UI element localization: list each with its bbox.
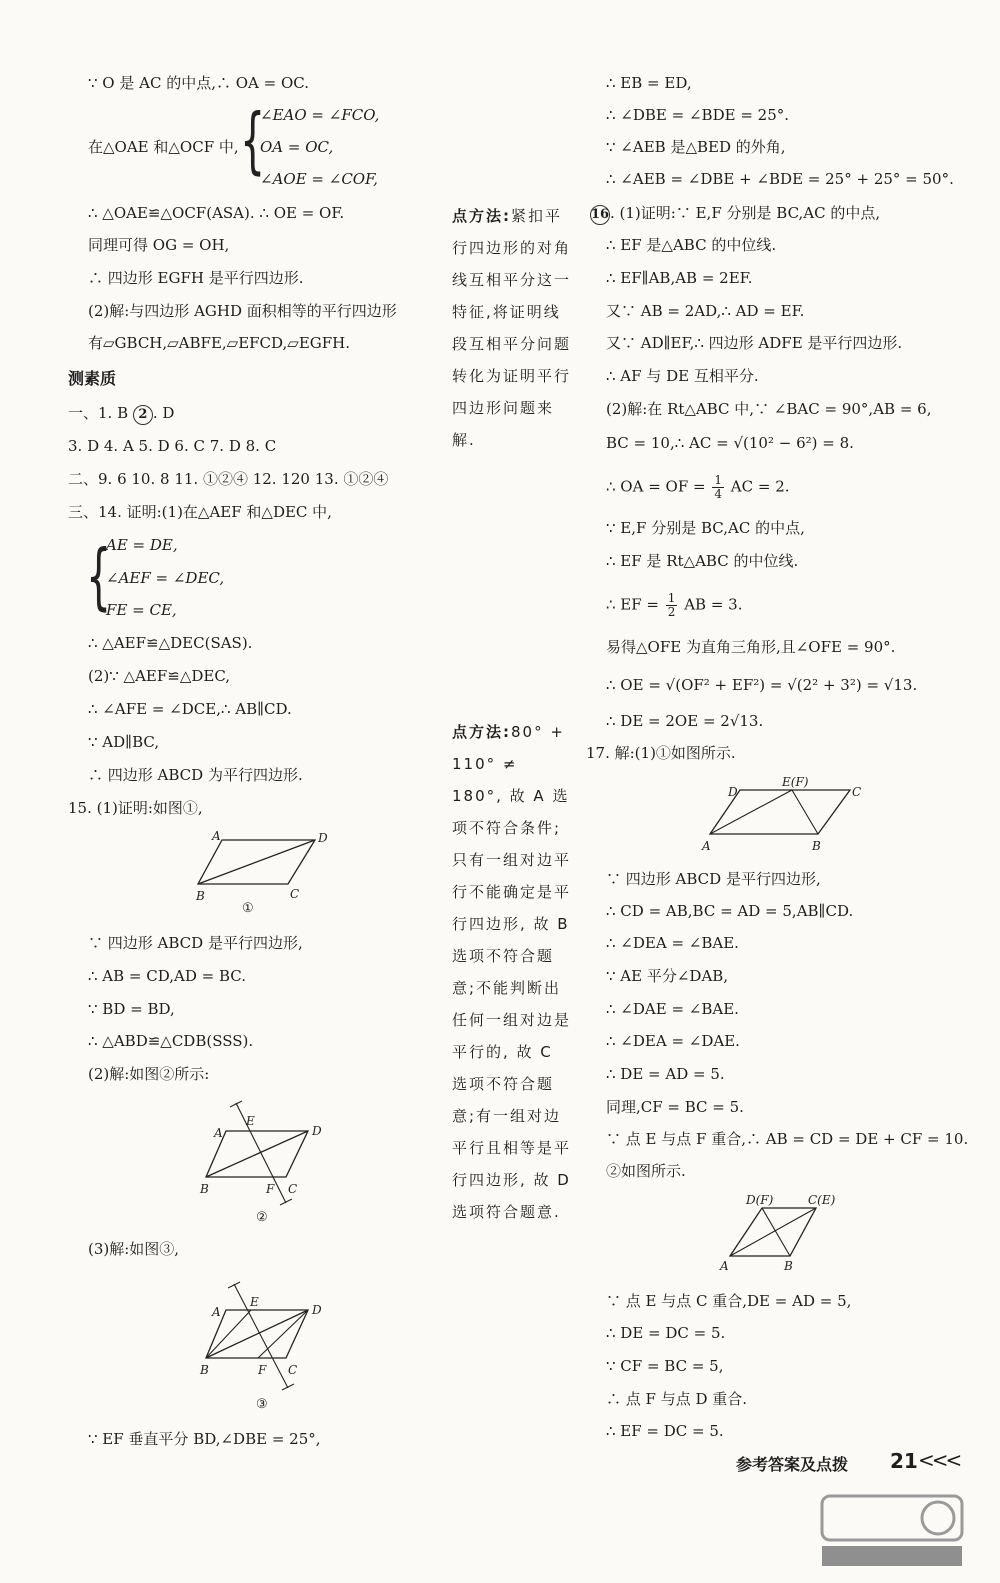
svg-text:D: D	[728, 785, 738, 799]
figure-17-2	[716, 1192, 846, 1272]
text-line: (3)解:如图③,	[88, 1240, 180, 1258]
svg-text:E(F): E(F)	[782, 776, 809, 789]
text-line: ∴ △ABD≌△CDB(SSS).	[88, 1032, 254, 1050]
text-part: AC = 2.	[730, 477, 790, 496]
text-line: ∴ EF∥AB,AB = 2EF.	[606, 269, 753, 287]
text-line: ∴ AF 与 DE 互相平分.	[606, 367, 759, 385]
fraction-numerator: 1	[714, 473, 723, 487]
text-line: 易得△OFE 为直角三角形,且∠OFE = 90°.	[606, 638, 896, 656]
text-line: ∴ EF = DC = 5.	[606, 1422, 724, 1440]
svg-text:F: F	[266, 1182, 275, 1196]
fraction	[712, 474, 724, 501]
answer-line: 二、9. 6 10. 8 11. ①②④ 12. 120 13. ①②④	[68, 470, 389, 488]
tip-tag: 点方法:	[452, 723, 511, 741]
text-line: ∴ ∠DEA = ∠DAE.	[606, 1032, 740, 1050]
figure-caption: ②	[256, 1210, 268, 1225]
equation-line: ∠AOE = ∠COF,	[260, 170, 378, 188]
text-line	[590, 202, 880, 225]
svg-text:B: B	[784, 1259, 793, 1272]
text-line: ②如图所示.	[606, 1162, 686, 1180]
svg-text:A: A	[212, 829, 221, 843]
text-line: ∴ ∠DBE = ∠BDE = 25°.	[606, 106, 790, 124]
text-line	[606, 592, 743, 619]
text-line: ∵ 四边形 ABCD 是平行四边形,	[606, 870, 821, 888]
text-line: ∴ 四边形 ABCD 为平行四边形.	[88, 766, 303, 784]
tip-text: 紧扣平行四边形的对角线互相平分这一特征,将证明线段互相平分问题转化为证明平行四边形问题来解.	[452, 207, 572, 449]
text-line: (2)解:如图②所示:	[88, 1065, 210, 1083]
figure-1	[190, 828, 340, 918]
corner-stamp-icon	[818, 1490, 968, 1570]
fraction	[666, 592, 678, 619]
fraction-numerator: 1	[667, 591, 676, 605]
tip-box-2	[452, 716, 572, 1228]
brace: {	[240, 98, 266, 182]
answer-line	[68, 402, 174, 425]
text-line	[606, 474, 790, 501]
text-line: ∵ E,F 分别是 BC,AC 的中点,	[606, 519, 805, 537]
svg-text:C: C	[288, 1182, 298, 1196]
text-line: ∵ O 是 AC 的中点,∴ OA = OC.	[88, 74, 310, 92]
figure-17-1	[700, 776, 870, 856]
text-line: ∴ OE = √(OF² + EF²) = √(2² + 3²) = √13.	[606, 676, 918, 694]
tip-text: 80° + 110° ≠ 180°, 故 A 选项不符合条件;只有一组对边平行不能确定是平行四边形, 故 B 选项不符合题意;不能判断出任何一组对边是平行的, 故 C 选项不符合题意;有一组对边平行且相等是平行四边形, 故 D 选项符合题意.	[452, 723, 572, 1221]
text-part: AB = 3.	[684, 595, 743, 614]
svg-text:B: B	[196, 889, 205, 903]
answer-line: 3. D 4. A 5. D 6. C 7. D 8. C	[68, 437, 277, 455]
text-line: ∴ DE = 2OE = 2√13.	[606, 712, 764, 730]
svg-text:A: A	[214, 1126, 223, 1140]
section-heading: 测素质	[68, 369, 117, 388]
text-line: ∴ ∠AEB = ∠DBE + ∠BDE = 25° + 25° = 50°.	[606, 170, 954, 188]
text-line: ∴ 点 F 与点 D 重合.	[606, 1390, 748, 1408]
text-line: ∴ ∠AFE = ∠DCE,∴ AB∥CD.	[88, 700, 292, 718]
circled-number: 16	[590, 205, 610, 225]
text-line: ∵ BD = BD,	[88, 1000, 175, 1018]
text-line: ∴ EF 是 Rt△ABC 的中位线.	[606, 552, 799, 570]
text-line: 17. 解:(1)①如图所示.	[586, 744, 736, 762]
text-line: ∴ CD = AB,BC = AD = 5,AB∥CD.	[606, 902, 854, 920]
figure-3	[196, 1280, 326, 1415]
text-line: ∴ △AEF≌△DEC(SAS).	[88, 634, 253, 652]
answer-part: 一、1. B	[68, 404, 129, 422]
circled-number: 2	[133, 405, 153, 425]
svg-text:A: A	[212, 1305, 221, 1319]
text-line: ∴ △OAE≌△OCF(ASA). ∴ OE = OF.	[88, 204, 345, 222]
text-line: ∴ EF 是△ABC 的中位线.	[606, 236, 777, 254]
svg-text:B: B	[812, 839, 821, 853]
text-line: ∵ AD∥BC,	[88, 733, 160, 751]
text-line: ∴ DE = DC = 5.	[606, 1324, 726, 1342]
text-line: 15. (1)证明:如图①,	[68, 799, 203, 817]
chevron-icon: <<<	[918, 1448, 960, 1472]
svg-text:E: E	[246, 1114, 255, 1128]
text-line: ∵ 点 E 与点 F 重合,∴ AB = CD = DE + CF = 10.	[606, 1130, 969, 1148]
svg-text:E: E	[250, 1295, 259, 1309]
text-part: ∴ OA = OF =	[606, 477, 706, 496]
svg-text:B: B	[200, 1182, 209, 1196]
text-line: ∴ AB = CD,AD = BC.	[88, 967, 246, 985]
text-line: ∵ CF = BC = 5,	[606, 1357, 724, 1375]
svg-text:D: D	[312, 1124, 322, 1138]
text-part: . (1)证明:∵ E,F 分别是 BC,AC 的中点,	[610, 204, 881, 222]
text-line: 又∵ AD∥EF,∴ 四边形 ADFE 是平行四边形.	[606, 334, 903, 352]
text-line: 同理可得 OG = OH,	[88, 236, 230, 254]
equation-line: AE = DE,	[106, 536, 178, 554]
text-line: ∴ EB = ED,	[606, 74, 692, 92]
equation-line: FE = CE,	[106, 601, 177, 619]
answer-line: 三、14. 证明:(1)在△AEF 和△DEC 中,	[68, 503, 332, 521]
text-line: ∴ DE = AD = 5.	[606, 1065, 725, 1083]
svg-text:C: C	[852, 785, 862, 799]
figure-caption: ③	[256, 1397, 268, 1412]
text-line: 在△OAE 和△OCF 中,	[88, 138, 239, 156]
tip-tag: 点方法:	[452, 207, 511, 225]
svg-text:D: D	[318, 831, 328, 845]
text-line: 又∵ AB = 2AD,∴ AD = EF.	[606, 302, 805, 320]
text-line: ∵ 四边形 ABCD 是平行四边形,	[88, 934, 303, 952]
svg-text:C(E): C(E)	[808, 1193, 836, 1207]
text-line: (2)解:与四边形 AGHD 面积相等的平行四边形	[88, 302, 397, 320]
brace: {	[86, 534, 112, 618]
svg-text:C: C	[290, 887, 300, 901]
svg-text:D: D	[312, 1303, 322, 1317]
answer-part: . D	[152, 404, 175, 422]
footer-title: 参考答案及点拨	[736, 1455, 849, 1474]
text-line: 同理,CF = BC = 5.	[606, 1098, 744, 1116]
svg-text:B: B	[200, 1363, 209, 1377]
svg-text:A: A	[702, 839, 711, 853]
text-line: ∵ ∠AEB 是△BED 的外角,	[606, 138, 786, 156]
text-line: (2)解:在 Rt△ABC 中,∵ ∠BAC = 90°,AB = 6,	[606, 400, 932, 418]
text-line: ∴ 四边形 EGFH 是平行四边形.	[88, 269, 304, 287]
equation-line: ∠AEF = ∠DEC,	[106, 569, 225, 587]
text-line: ∵ AE 平分∠DAB,	[606, 967, 729, 985]
tip-box-1	[452, 200, 572, 456]
figure-2	[196, 1095, 326, 1225]
page-number: 21	[890, 1449, 918, 1473]
text-line: ∵ 点 E 与点 C 重合,DE = AD = 5,	[606, 1292, 852, 1310]
text-part: ∴ EF =	[606, 595, 660, 614]
equation-line: ∠EAO = ∠FCO,	[260, 106, 380, 124]
svg-text:C: C	[288, 1363, 298, 1377]
text-line: ∴ ∠DEA = ∠BAE.	[606, 934, 739, 952]
svg-text:A: A	[720, 1259, 729, 1272]
text-line: BC = 10,∴ AC = √(10² − 6²) = 8.	[606, 434, 854, 452]
text-line: ∵ EF 垂直平分 BD,∠DBE = 25°,	[88, 1430, 321, 1448]
text-line: (2)∵ △AEF≌△DEC,	[88, 667, 231, 685]
fraction-denominator: 2	[667, 605, 676, 619]
equation-line: OA = OC,	[260, 138, 334, 156]
svg-text:F: F	[258, 1363, 267, 1377]
fraction-denominator: 4	[714, 487, 723, 501]
text-line: ∴ ∠DAE = ∠BAE.	[606, 1000, 739, 1018]
figure-caption: ①	[242, 901, 254, 916]
text-line: 有▱GBCH,▱ABFE,▱EFCD,▱EGFH.	[88, 334, 351, 352]
svg-text:D(F): D(F)	[746, 1193, 774, 1207]
